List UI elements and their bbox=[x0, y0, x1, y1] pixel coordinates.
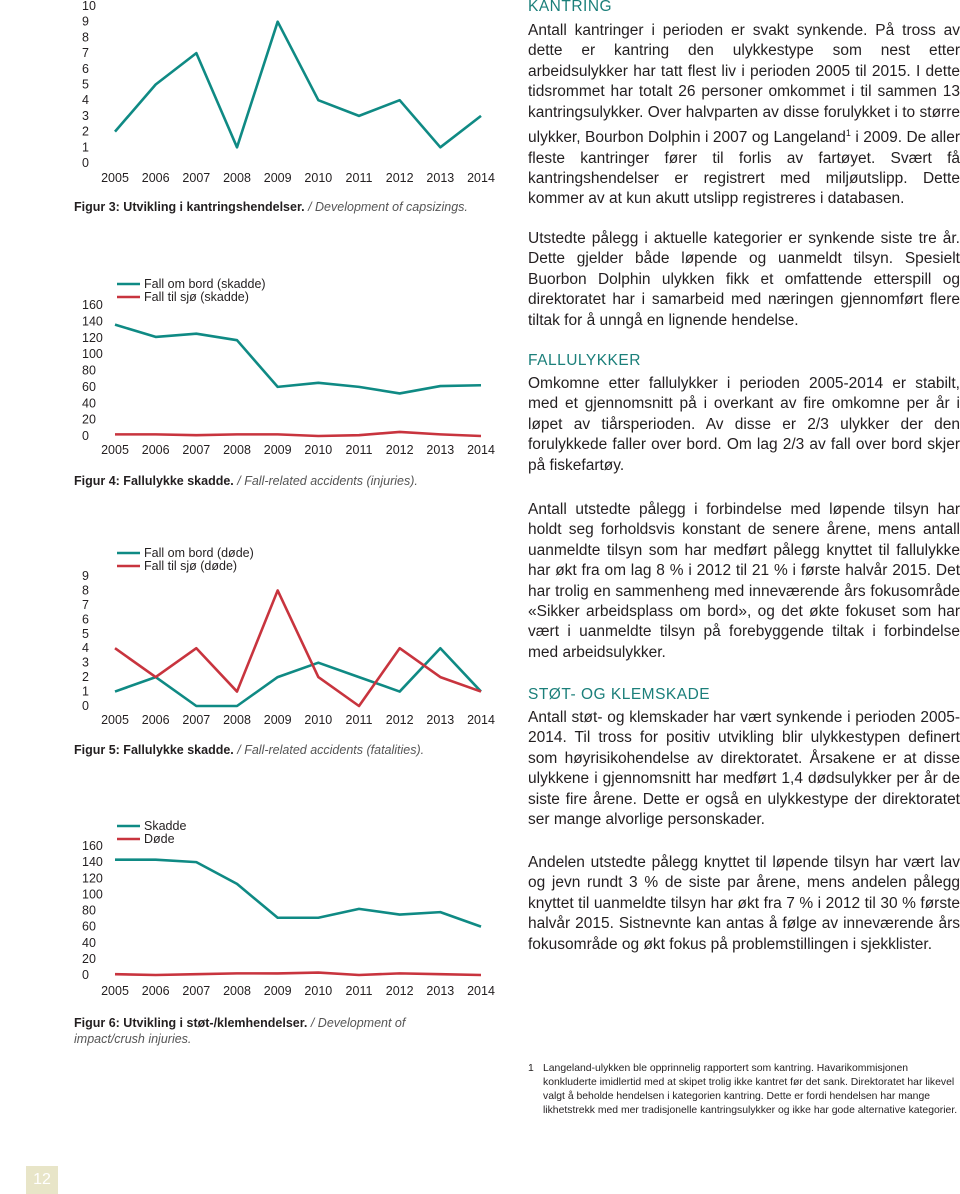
y-tick-label: 140 bbox=[82, 314, 103, 329]
kantring-p1-text: Antall kantringer i perioden er svakt synkende. På tross av dette er kantring den ulykkestype som nest etter arbeidsulykker har tatt flest liv i perioden 2005 til 2015. I dette tidsrommet har totalt 26 personer omkommet i til sammen 13 kantringsulykker. Over halvparten av disse forulykket i to større ulykker, Bourbon Dolphin i 2007 og Langeland bbox=[528, 22, 960, 147]
y-tick-label: 160 bbox=[82, 298, 103, 312]
y-tick-label: 6 bbox=[82, 612, 89, 627]
caption-fig4 bbox=[74, 473, 514, 489]
x-tick-label: 2008 bbox=[223, 713, 251, 727]
caption-fig6-italic: / Development of impact/crush injuries. bbox=[74, 1016, 406, 1046]
footnote bbox=[528, 1062, 960, 1118]
caption-fig5-italic: / Fall-related accidents (fatalities). bbox=[233, 743, 425, 757]
x-tick-label: 2009 bbox=[263, 443, 292, 457]
series-line bbox=[115, 22, 481, 148]
x-tick-label: 2014 bbox=[467, 984, 495, 998]
chart-fig5 bbox=[60, 538, 510, 728]
y-tick-label: 120 bbox=[82, 330, 103, 345]
y-tick-label: 0 bbox=[82, 699, 89, 713]
y-tick-label: 9 bbox=[82, 14, 89, 29]
y-tick-label: 120 bbox=[82, 871, 103, 886]
y-tick-label: 0 bbox=[82, 156, 89, 170]
x-tick-label: 2010 bbox=[304, 713, 333, 727]
paragraph-fall-2: Antall utstedte pålegg i forbindelse med løpende tilsyn har holdt seg forholdsvis konstant de senere årene, mens antall uanmeldte tilsyn som har medført pålegg knyttet til fallulykke har økt fra om lag 8 % i 2012 til 21 % i første halvår 2015. Det har trolig en sammenheng med inneværende års fokusområde «Sikker arbeidsplass om bord», og det økte fokuset som har vært i uanmeldte tilsyn på forebyggende tiltak i forbindelse med arbeidsulykker. bbox=[528, 501, 960, 661]
footnote-ref: 1 bbox=[845, 128, 851, 139]
series-line bbox=[115, 648, 481, 706]
series-line bbox=[115, 432, 481, 436]
paragraph-stot-1: Antall støt- og klemskader har vært synkende i perioden 2005-2014. Til tross for positiv utvikling blir ulykkestypen definert som høyrisikohendelse av direktoratet. Årsakene er at disse ulykkene i gjennomsnitt har medført 1,4 dødsulykker per år de siste fire årene. Dette er også en ulykkestype der direktoratet ser mange alvorlige personskader. bbox=[528, 709, 960, 829]
legend-label: Skadde bbox=[144, 819, 187, 833]
y-tick-label: 8 bbox=[82, 30, 89, 45]
x-tick-label: 2005 bbox=[101, 171, 129, 185]
x-tick-label: 2011 bbox=[345, 171, 373, 185]
y-tick-label: 80 bbox=[82, 363, 96, 378]
y-tick-label: 2 bbox=[82, 124, 89, 139]
y-tick-label: 9 bbox=[82, 569, 89, 583]
y-tick-label: 60 bbox=[82, 379, 96, 394]
chart-fig4-svg bbox=[60, 270, 510, 460]
x-tick-label: 2007 bbox=[182, 171, 211, 185]
heading-kantring: KANTRING bbox=[528, 0, 613, 15]
x-tick-label: 2007 bbox=[182, 713, 211, 727]
x-tick-label: 2009 bbox=[263, 984, 292, 998]
y-tick-label: 40 bbox=[82, 935, 96, 950]
caption-fig6 bbox=[74, 1015, 434, 1047]
y-tick-label: 3 bbox=[82, 655, 89, 670]
legend-label: Fall om bord (skadde) bbox=[144, 277, 266, 291]
caption-fig5 bbox=[74, 742, 514, 758]
series-line bbox=[115, 860, 481, 927]
caption-fig3-italic: / Development of capsizings. bbox=[304, 200, 468, 214]
x-tick-label: 2012 bbox=[385, 984, 414, 998]
paragraph-kantring-1 bbox=[528, 21, 960, 210]
heading-fallulykker: FALLULYKKER bbox=[528, 352, 641, 369]
y-tick-label: 60 bbox=[82, 919, 96, 934]
paragraph-kantring-2: Utstedte pålegg i aktuelle kategorier er synkende siste tre år. Dette gjelder både løpende og uanmeldt tilsyn. Spesielt Buorbon Dolphin ulykken fikk et omfattende etterspill og direktoratet har i samarbeid med næringen gjennomført flere tiltak for å unngå en lignende hendelse. bbox=[528, 230, 960, 329]
x-tick-label: 2014 bbox=[467, 443, 495, 457]
paragraph-fall-1: Omkomne etter fallulykker i perioden 2005-2014 er stabilt, med et gjennomsnitt på i overkant av fire omkomne per år i løpet av tiårsperioden. Av disse er 2/3 ulykker der den forulykkede faller over bord. Om lag 2/3 av fall over bord skjer på fiskefartøy. bbox=[528, 375, 960, 474]
series-line bbox=[115, 973, 481, 975]
y-tick-label: 10 bbox=[82, 0, 96, 13]
y-tick-label: 4 bbox=[82, 93, 89, 108]
x-tick-label: 2012 bbox=[385, 713, 414, 727]
legend-label: Fall om bord (døde) bbox=[144, 546, 254, 560]
y-tick-label: 4 bbox=[82, 641, 89, 656]
x-tick-label: 2014 bbox=[467, 171, 495, 185]
paragraph-stot-2: Andelen utstedte pålegg knyttet til løpende tilsyn har vært lav og jevn rundt 3 % de siste par årene, mens andelen pålegg knyttet til uanmeldte tilsyn har økt fra 7 % i 2012 til 30 % første halvår 2015. Sistnevnte kan antas å følge av inneværende års fokusområde og økt fokus på problemstillingen i sjekklister. bbox=[528, 854, 960, 953]
y-tick-label: 20 bbox=[82, 412, 96, 427]
legend-label: Fall til sjø (døde) bbox=[144, 559, 238, 573]
x-tick-label: 2008 bbox=[223, 984, 251, 998]
footnote-text: Langeland-ulykken ble opprinnelig rapportert som kantring. Havarikommisjonen konkluderte imidlertid med at skipet trolig ikke kantret før det sank. Direktoratet har likevel valgt å beholde hendelsen i kategorien kantring. Dette er fordi hendelsen har mange likhetstrekk med mer tradisjonelle kantringsulykker og ikke har gode alternative kategorier. bbox=[543, 1063, 958, 1116]
y-tick-label: 80 bbox=[82, 903, 96, 918]
y-tick-label: 100 bbox=[82, 887, 103, 902]
footnote-number: 1 bbox=[528, 1063, 534, 1074]
chart-fig4 bbox=[60, 270, 510, 460]
x-tick-label: 2009 bbox=[263, 713, 292, 727]
y-tick-label: 8 bbox=[82, 583, 89, 598]
y-tick-label: 6 bbox=[82, 61, 89, 76]
caption-fig3-bold: Figur 3: Utvikling i kantringshendelser. bbox=[74, 200, 305, 214]
y-tick-label: 40 bbox=[82, 396, 96, 411]
legend-label: Fall til sjø (skadde) bbox=[144, 290, 249, 304]
y-tick-label: 20 bbox=[82, 951, 96, 966]
caption-fig4-italic: / Fall-related accidents (injuries). bbox=[233, 474, 418, 488]
series-line bbox=[115, 325, 481, 394]
y-tick-label: 140 bbox=[82, 855, 103, 870]
caption-fig6-bold: Figur 6: Utvikling i støt-/klemhendelser. bbox=[74, 1016, 308, 1030]
caption-fig3 bbox=[74, 199, 514, 215]
legend-label: Døde bbox=[144, 832, 175, 846]
x-tick-label: 2008 bbox=[223, 171, 251, 185]
chart-fig3 bbox=[60, 0, 510, 190]
x-tick-label: 2011 bbox=[345, 713, 373, 727]
y-tick-label: 1 bbox=[82, 684, 89, 699]
y-tick-label: 1 bbox=[82, 140, 89, 155]
x-tick-label: 2006 bbox=[141, 984, 170, 998]
y-tick-label: 0 bbox=[82, 968, 89, 982]
x-tick-label: 2012 bbox=[385, 443, 414, 457]
chart-fig6-svg bbox=[60, 808, 510, 998]
caption-fig5-bold: Figur 5: Fallulykke skadde. bbox=[74, 743, 234, 757]
x-tick-label: 2012 bbox=[385, 171, 414, 185]
x-tick-label: 2013 bbox=[426, 984, 455, 998]
y-tick-label: 5 bbox=[82, 77, 89, 92]
y-tick-label: 2 bbox=[82, 670, 89, 685]
kantring-p1-end: i 2009. De aller fleste kantringer fører til forlis av fartøyet. Svært få kantringshendelser er registrert med miljøutslipp. Dette kommer av at kun akutt utslipp registreres i databasen. bbox=[528, 129, 960, 208]
x-tick-label: 2011 bbox=[345, 443, 373, 457]
x-tick-label: 2013 bbox=[426, 443, 455, 457]
x-tick-label: 2007 bbox=[182, 443, 211, 457]
x-tick-label: 2008 bbox=[223, 443, 251, 457]
x-tick-label: 2010 bbox=[304, 443, 333, 457]
y-tick-label: 3 bbox=[82, 108, 89, 123]
y-tick-label: 100 bbox=[82, 347, 103, 362]
x-tick-label: 2005 bbox=[101, 713, 129, 727]
x-tick-label: 2005 bbox=[101, 443, 129, 457]
x-tick-label: 2006 bbox=[141, 443, 170, 457]
chart-fig3-svg bbox=[60, 0, 510, 190]
y-tick-label: 0 bbox=[82, 429, 89, 443]
x-tick-label: 2007 bbox=[182, 984, 211, 998]
x-tick-label: 2006 bbox=[141, 171, 170, 185]
x-tick-label: 2010 bbox=[304, 984, 333, 998]
caption-fig4-bold: Figur 4: Fallulykke skadde. bbox=[74, 474, 234, 488]
chart-fig6 bbox=[60, 808, 510, 998]
x-tick-label: 2010 bbox=[304, 171, 333, 185]
x-tick-label: 2005 bbox=[101, 984, 129, 998]
heading-stot-klem: STØT- OG KLEMSKADE bbox=[528, 686, 711, 703]
x-tick-label: 2011 bbox=[345, 984, 373, 998]
y-tick-label: 160 bbox=[82, 839, 103, 853]
x-tick-label: 2014 bbox=[467, 713, 495, 727]
x-tick-label: 2006 bbox=[141, 713, 170, 727]
y-tick-label: 7 bbox=[82, 46, 89, 61]
x-tick-label: 2013 bbox=[426, 171, 455, 185]
page-number: 12 bbox=[26, 1166, 58, 1194]
x-tick-label: 2009 bbox=[263, 171, 292, 185]
chart-fig5-svg bbox=[60, 538, 510, 728]
y-tick-label: 5 bbox=[82, 626, 89, 641]
x-tick-label: 2013 bbox=[426, 713, 455, 727]
y-tick-label: 7 bbox=[82, 597, 89, 612]
